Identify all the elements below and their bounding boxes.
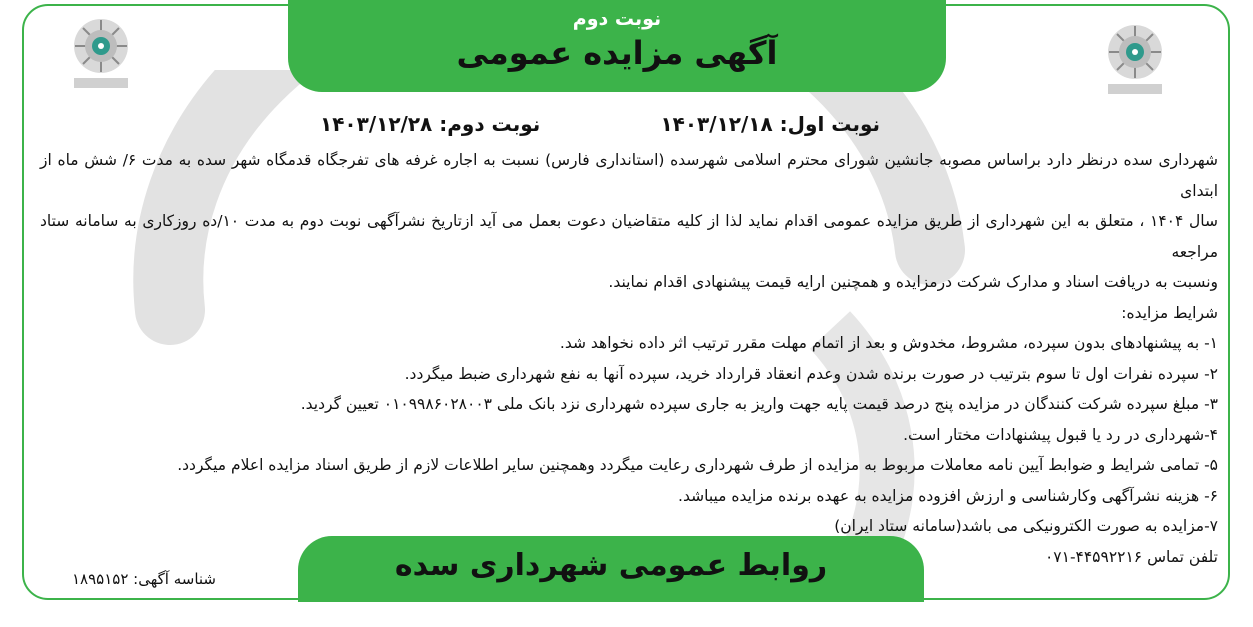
intro-line: سال ۱۴۰۴ ، متعلق به این شهرداری از طریق مزایده عمومی اقدام نماید لذا از کلیه متقاضیان دعوت بعمل می آید ازتاریخ نشرآگهی نوبت دوم به مدت ۱۰/ده روزکاری به سامانه ستاد مراجعه <box>40 212 1218 261</box>
notice-body <box>40 145 1218 572</box>
conditions-title: شرایط مزایده: <box>1121 303 1218 322</box>
contact-phone: تلفن تماس ۴۴۵۹۲۲۱۶-۰۷۱ <box>1044 547 1218 566</box>
condition-item: ۲- سپرده نفرات اول تا سوم بترتیب در صورت برنده شدن وعدم انعقاد قرارداد خرید، سپرده آنها به نفع شهرداری ضبط میگردد. <box>404 364 1218 383</box>
intro-line: ونسبت به دریافت اسناد و مدارک شرکت درمزایده و همچنین ارایه قیمت پیشنهادی اقدام نمایند. <box>608 273 1218 291</box>
condition-item: ۶- هزینه نشرآگهی وکارشناسی و ارزش افزوده مزایده به عهده برنده مزایده میباشد. <box>678 486 1218 505</box>
organization-name: روابط عمومی شهرداری سده <box>394 548 828 583</box>
publication-dates <box>320 112 880 142</box>
notice-title: آگهی مزایده عمومی <box>456 34 778 72</box>
intro-line: شهرداری سده درنظر دارد براساس مصوبه جانشین شورای محترم اسلامی شهرسده (استانداری فارس) نسبت به اجاره غرفه های تفرجگاه قدمگاه شهر سده به مدت ۶/ شش ماه از ابتدای <box>40 151 1218 200</box>
condition-item: ۵- تمامی شرایط و ضوابط آیین نامه معاملات مربوط به مزایده از طرف شهرداری رعایت میگردد وهمچنین سایر اطلاعات لازم از طریق اسناد مزایده اعلام میگردد. <box>177 456 1218 474</box>
header-banner <box>288 0 946 92</box>
municipality-emblem-icon <box>1096 16 1174 100</box>
condition-item: ۳- مبلغ سپرده شرکت کنندگان در مزایده پنج درصد قیمت پایه جهت واریز به جاری سپرده شهرداری نزد بانک ملی ۰۱۰۹۹۸۶۰۲۸۰۰۳ تعیین گردید. <box>300 395 1218 413</box>
conditions-list <box>40 328 1218 542</box>
ad-identifier: شناسه آگهی: ۱۸۹۵۱۵۲ <box>72 570 216 588</box>
condition-item: ۴-شهرداری در رد یا قبول پیشنهادات مختار است. <box>903 425 1218 444</box>
first-round-date: نوبت اول: ۱۴۰۳/۱۲/۱۸ <box>660 112 880 136</box>
footer-banner <box>298 536 924 602</box>
condition-item: ۱- به پیشنهادهای بدون سپرده، مشروط، مخدوش و بعد از اتمام مهلت مقرر ترتیب اثر داده نخواهد شد. <box>559 334 1218 352</box>
condition-item: ۷-مزایده به صورت الکترونیکی می باشد(سامانه ستاد ایران) <box>834 517 1218 535</box>
second-round-date: نوبت دوم: ۱۴۰۳/۱۲/۲۸ <box>320 112 541 136</box>
round-label: نوبت دوم <box>572 8 662 30</box>
municipality-emblem-icon <box>62 10 140 94</box>
